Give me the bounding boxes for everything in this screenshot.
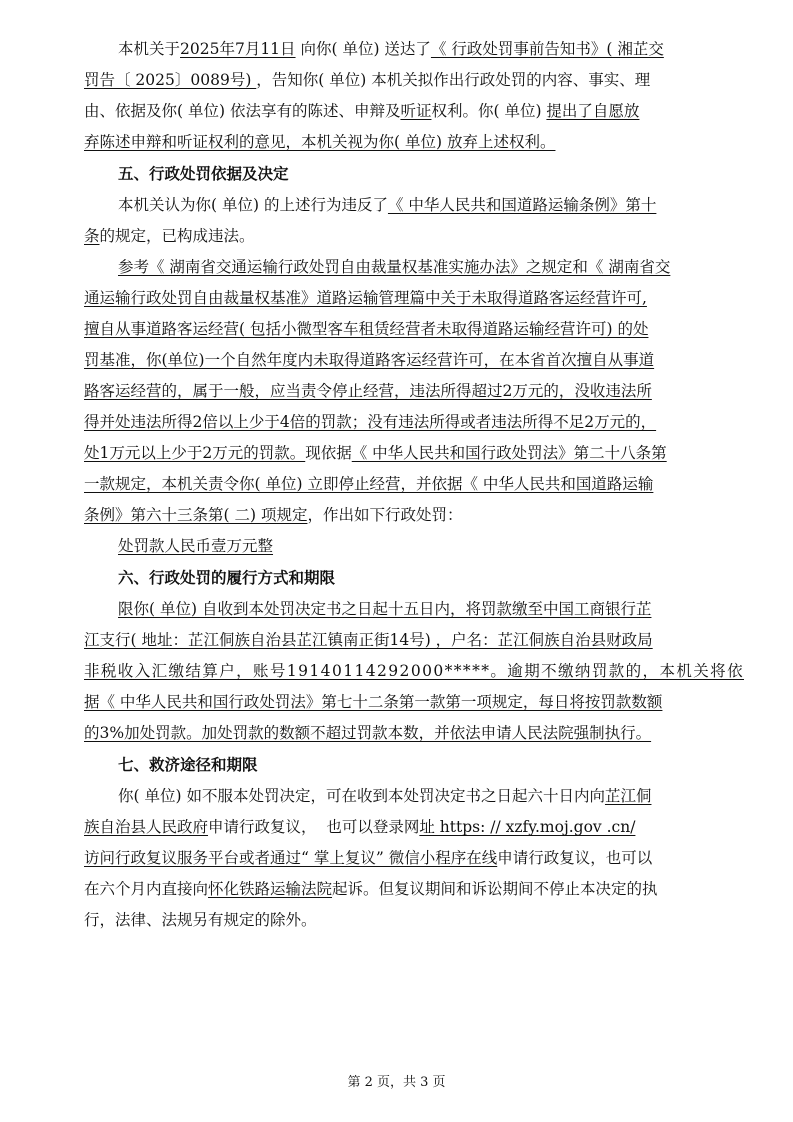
underlined-text: 《 行政处罚事前告知书》( 湘芷交 <box>430 40 664 58</box>
text-segment: 权利。你( 单位) <box>431 102 547 120</box>
text-line <box>84 34 744 65</box>
underlined-text: 芷江侗 <box>604 787 652 805</box>
text-line <box>84 65 744 96</box>
text-segment: 由、依据及你( 单位) 依法享有的陈述、申辩及 <box>84 102 401 120</box>
section-heading: 六、行政处罚的履行方式和期限 <box>118 569 336 587</box>
underlined-text: 得并处违法所得2倍以上少于4倍的罚款；没有违法所得或者违法所得不足2万元的， <box>84 413 657 431</box>
text-segment: 向你( 单位) 送达了 <box>295 40 431 58</box>
underlined-text: 2025年7月11日 <box>180 40 296 58</box>
text-segment: 的规定，已构成违法。 <box>99 227 255 245</box>
underlined-text: 罚告〔 2025〕0089号) <box>84 71 257 89</box>
text-segment: 起诉。但复议期间和诉讼期间不停止本决定的执 <box>332 880 658 898</box>
underlined-text: 一款规定，本机关责令你( 单位) 立即停止经营，并依据《 中华人民共和国道路运输 <box>84 475 654 493</box>
underlined-text: 江支行( 地址：芷江侗族自治县芷江镇南正街14号) ，户名：芷江侗族自治县财政局 <box>84 631 653 649</box>
underlined-text: 罚基准，你(单位)一个自然年度内未取得道路客运经营许可，在本省首次擅自从事道 <box>84 351 655 369</box>
underlined-text: 《 中华人民共和国行政处罚法》第二十八条第 <box>351 444 667 462</box>
underlined-text: 访问行政复议服务平台或者通过“ 掌上复议” 微信小程序在线 <box>84 849 498 867</box>
underlined-text: 路客运经营的，属于一般，应当责令停止经营，违法所得超过2万元的，没收违法所 <box>84 382 652 400</box>
document-body <box>84 34 744 936</box>
underlined-text: 族自治县人民政府 <box>84 818 209 836</box>
text-segment: 申请行政复议， 也可以登录网 <box>208 818 420 836</box>
text-line <box>84 221 744 252</box>
underlined-text: 条例》第六十三条第( 二) 项规定 <box>84 506 308 524</box>
underlined-text: 提出了自愿放 <box>546 102 640 120</box>
text-line <box>84 252 744 283</box>
text-line <box>84 376 744 407</box>
underlined-text: 参考《 湖南省交通运输行政处罚自由裁量权基准实施办法》之规定和《 湖南省交 <box>118 258 671 276</box>
underlined-text: 处罚款人民币壹万元整 <box>118 537 274 555</box>
text-line <box>84 190 744 221</box>
text-line <box>84 905 744 936</box>
underlined-text: 擅自从事道路客运经营( 包括小微型客车租赁经营者未取得道路运输经营许可) 的处 <box>84 320 649 338</box>
section-heading: 七、救济途径和期限 <box>118 756 258 774</box>
underlined-text: 的3%加处罚款。加处罚款的数额不超过罚款本数，并依法申请人民法院强制执行。 <box>84 724 652 742</box>
text-line <box>84 469 744 500</box>
text-line <box>84 500 744 531</box>
text-segment: 你( 单位) 如不服本处罚决定，可在收到本处罚决定书之日起六十日内向 <box>118 787 605 805</box>
underlined-text: 条 <box>84 227 100 245</box>
text-line <box>84 781 744 812</box>
text-line <box>84 625 744 656</box>
text-segment: 申请行政复议，也可以 <box>497 849 653 867</box>
underlined-text: 听证 <box>400 102 432 120</box>
text-line <box>84 127 744 158</box>
text-line <box>84 594 744 625</box>
text-segment: 在六个月内直接向 <box>84 880 209 898</box>
text-line <box>84 812 744 843</box>
underlined-text: 《 中华人民共和国道路运输条例》第十 <box>387 196 657 214</box>
underlined-text: 处1万元以上少于2万元的罚款。 <box>84 444 306 462</box>
text-line <box>84 531 744 562</box>
text-line <box>84 656 744 687</box>
underlined-text: 通运输行政处罚自由裁量权基准》道路运输管理篇中关于未取得道路客运经营许可, <box>84 289 647 307</box>
text-line <box>84 96 744 127</box>
text-line <box>84 874 744 905</box>
text-line <box>84 345 744 376</box>
text-segment: 本机关于 <box>118 40 181 58</box>
underlined-text: 非税收入汇缴结算户，账号19140114292000*****。逾期不缴纳罚款的，本机关将依 <box>84 662 744 680</box>
underlined-text: 据《 中华人民共和国行政处罚法》第七十二条第一款第一项规定，每日将按罚款数额 <box>84 693 663 711</box>
text-line <box>84 283 744 314</box>
text-segment: 行，法律、法规另有规定的除外。 <box>84 911 317 929</box>
text-line <box>84 438 744 469</box>
text-segment: ，作出如下行政处罚： <box>307 506 463 524</box>
text-line <box>84 687 744 718</box>
text-segment: 本机关认为你( 单位) 的上述行为违反了 <box>118 196 388 214</box>
text-line <box>84 718 744 749</box>
underlined-text: 弃陈述申辩和听证权利的意见 <box>84 133 286 151</box>
page-footer: 第 2 页，共 3 页 <box>347 1075 446 1090</box>
underlined-text: 怀化铁路运输法院 <box>208 880 333 898</box>
text-segment: ，告知你( 单位) 本机关拟作出行政处罚的内容、事实、理 <box>256 71 651 89</box>
underlined-text: 址 https: // xzfy.moj.gov .cn/ <box>419 818 636 836</box>
underlined-text: ，本机关视为你( 单位) 放弃上述权利。 <box>285 133 556 151</box>
text-line <box>84 314 744 345</box>
text-segment: 现依据 <box>305 444 352 462</box>
text-line <box>84 407 744 438</box>
text-line <box>84 843 744 874</box>
underlined-text: 限你( 单位) 自收到本处罚决定书之日起十五日内，将罚款缴至中国工商银行芷 <box>118 600 652 618</box>
section-heading: 五、行政处罚依据及决定 <box>118 165 289 183</box>
